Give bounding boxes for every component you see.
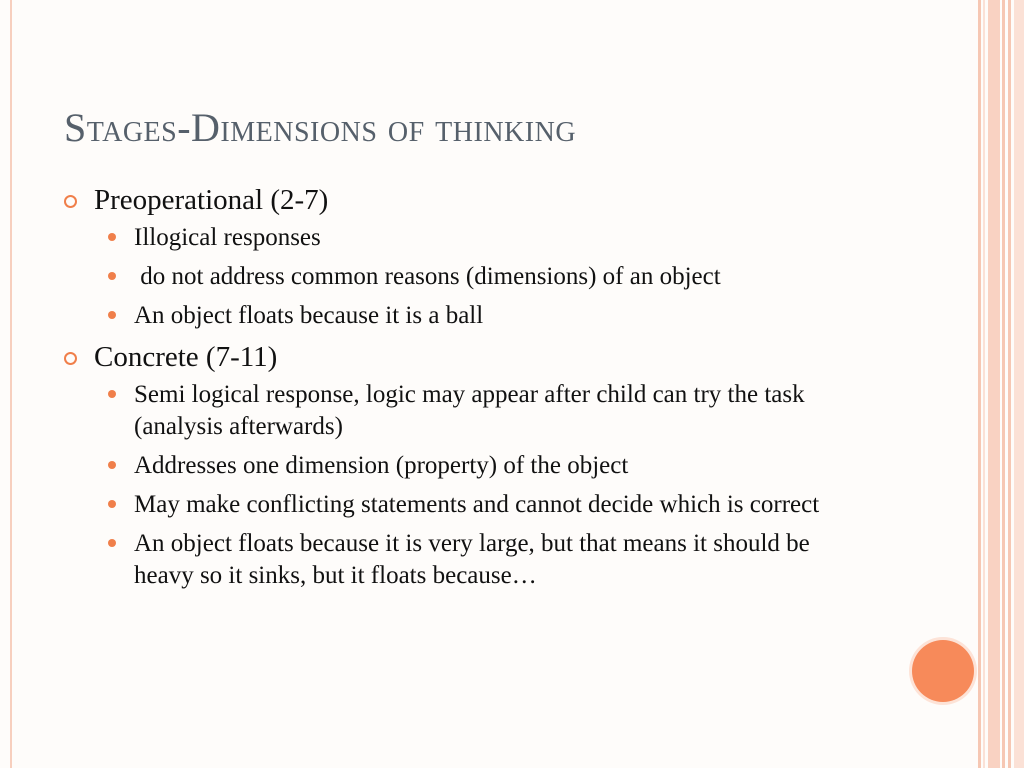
- section-heading: [64, 182, 864, 218]
- section-heading-text: Preoperational (2-7): [94, 184, 329, 216]
- stripe: [1008, 0, 1011, 768]
- stripe: [1002, 0, 1005, 768]
- slide-title: Stages-Dimensions of thinking: [64, 105, 577, 150]
- sub-bullet-text: Semi logical response, logic may appear after child can try the task (analysis afterwards): [134, 381, 811, 440]
- sub-bullet: [64, 450, 864, 482]
- dot-bullet-icon: [108, 461, 116, 469]
- sub-bullet: [64, 300, 864, 332]
- bullet-content: [64, 182, 864, 599]
- left-border-line: [10, 0, 12, 768]
- ring-bullet-icon: [64, 352, 77, 365]
- section-heading-text: Concrete (7-11): [94, 341, 278, 373]
- sub-bullet-text: Addresses one dimension (property) of the object: [134, 452, 629, 479]
- sub-bullet-text: do not address common reasons (dimensions) of an object: [134, 263, 721, 290]
- sub-bullet: [64, 528, 864, 592]
- sub-bullet-text: Illogical responses: [134, 224, 321, 251]
- stripe: [1014, 0, 1024, 768]
- sub-bullet-text: An object floats because it is a ball: [134, 302, 484, 329]
- stripe: [988, 0, 1000, 768]
- dot-bullet-icon: [108, 272, 116, 280]
- dot-bullet-icon: [108, 233, 116, 241]
- stripe: [978, 0, 981, 768]
- section-heading: [64, 339, 864, 375]
- dot-bullet-icon: [108, 500, 116, 508]
- dot-bullet-icon: [108, 539, 116, 547]
- sub-bullet: [64, 222, 864, 254]
- dot-bullet-icon: [108, 311, 116, 319]
- sub-bullet-list: [64, 379, 864, 592]
- sub-bullet: [64, 261, 864, 293]
- stripe: [983, 0, 985, 768]
- sub-bullet-list: [64, 222, 864, 332]
- dot-bullet-icon: [108, 390, 116, 398]
- sub-bullet: [64, 379, 864, 443]
- ring-bullet-icon: [64, 195, 77, 208]
- sub-bullet-text: May make conflicting statements and cannot decide which is correct: [134, 491, 820, 518]
- sub-bullet: [64, 489, 864, 521]
- decorative-circle: [912, 640, 974, 702]
- sub-bullet-text: An object floats because it is very large, but that means it should be heavy so it sinks, but it floats because…: [134, 530, 817, 589]
- right-decorative-stripes: [978, 0, 1024, 768]
